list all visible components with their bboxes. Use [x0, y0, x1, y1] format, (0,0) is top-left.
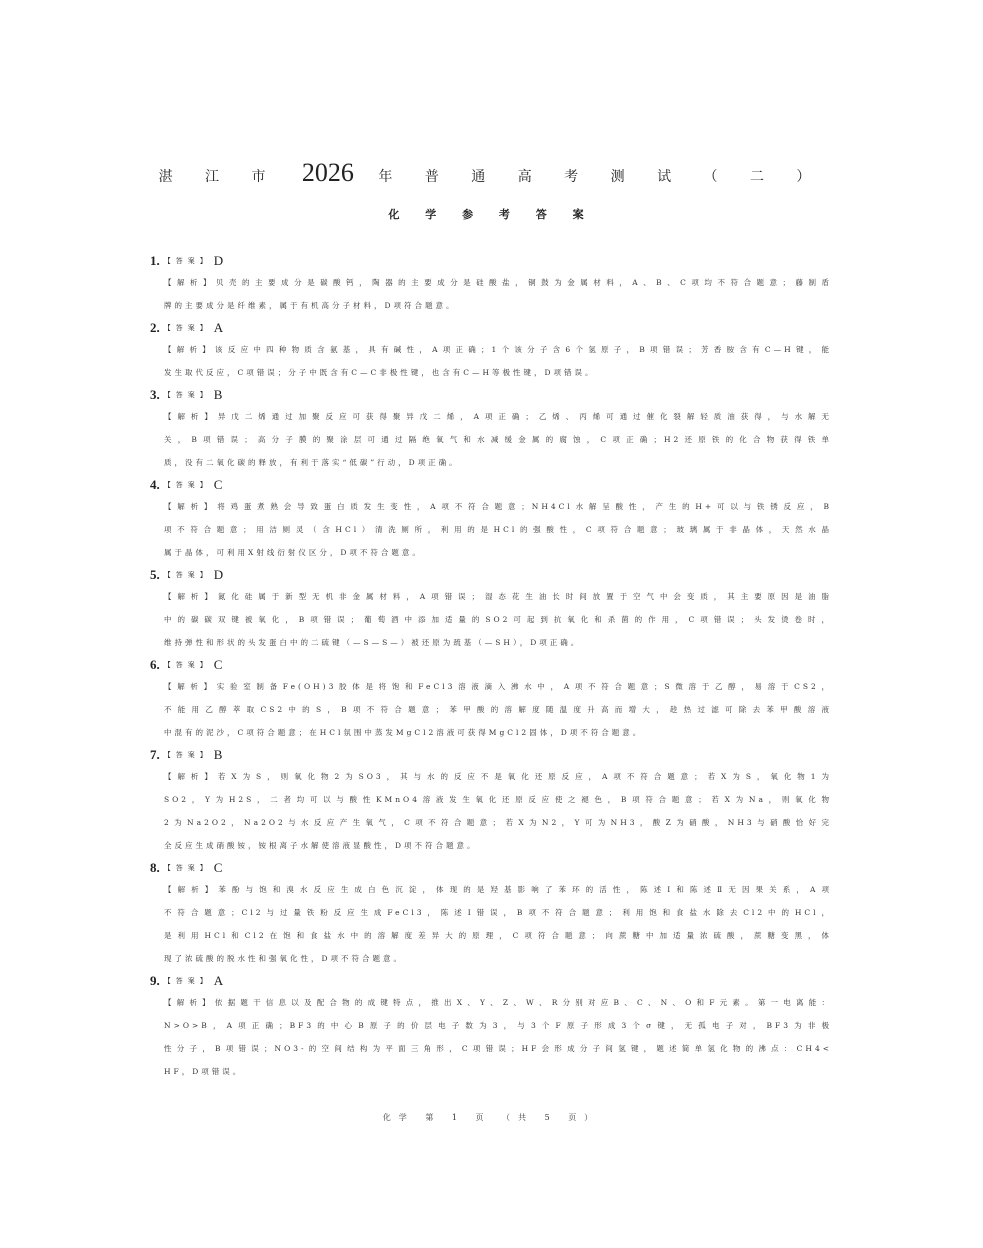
answer-tag: 【答案】 [163, 751, 212, 759]
answer-letter: C [213, 477, 223, 492]
question-block [150, 654, 832, 744]
explanation [150, 405, 832, 474]
explanation-line: 【解析】依据题干信息以及配合物的成键特点，推出X、Y、Z、W、R分别对应B、C、N、O和F元素。第一电离能： [164, 998, 832, 1007]
title-prefix: 湛 江 市 [158, 169, 280, 185]
page-title [0, 158, 983, 188]
answer-tag: 【答案】 [163, 391, 212, 399]
explanation-line: 2为Na2O2，Na2O2与水反应产生氧气，C项不符合题意；若X为N2，Y可为NH3，酸Z为硝酸，NH3与硝酸恰好完 [164, 818, 832, 827]
explanation-line: 【解析】该反应中四种物质含氨基，具有碱性，A项正确；1个该分子含6个氢原子，B项错误；芳香胺含有C—H键，能 [164, 345, 832, 354]
explanation-line: 不能用乙醇萃取CS2中的S，B项不符合题意；苯甲酸的溶解度随温度升高而增大，趁热过滤可除去苯甲酸溶液 [164, 705, 832, 714]
question-number: 5. [150, 567, 160, 582]
answer-letter: D [213, 567, 224, 582]
question-number: 2. [150, 320, 160, 335]
explanation-line: 中的碳碳双键被氧化，B项错误；葡萄酒中添加适量的SO2可起到抗氧化和杀菌的作用，C项错误；头发烫卷时， [164, 615, 832, 624]
explanation-line: 不符合题意；Cl2与过量铁粉反应生成FeCl3，陈述Ⅰ错误，B项不符合题意；利用饱和食盐水除去Cl2中的HCl， [164, 908, 832, 917]
explanation-line: 中混有的泥沙，C项符合题意；在HCl氛围中蒸发MgCl2溶液可获得MgCl2固体，D项不符合题意。 [164, 728, 644, 737]
answer-list [150, 250, 832, 1083]
question-block [150, 564, 832, 654]
explanation-line: HF，D项错误。 [164, 1067, 244, 1076]
answer-tag: 【答案】 [163, 661, 212, 669]
explanation [150, 495, 832, 564]
explanation-line: SO2，Y为H2S，二者均可以与酸性KMnO4溶液发生氧化还原反应使之褪色，B项符合题意；若X为Na，则氧化物 [164, 795, 832, 804]
explanation [150, 765, 832, 857]
answer-tag: 【答案】 [163, 481, 212, 489]
explanation-line: 【解析】实验室制备Fe(OH)3胶体是将饱和FeCl3溶液滴入沸水中，A项不符合题意；S微溶于乙醇，易溶于CS2， [164, 682, 832, 691]
explanation-line: 【解析】将鸡蛋煮熟会导致蛋白质发生变性，A项不符合题意；NH4Cl水解呈酸性，产生的H+可以与铁锈反应，B [164, 502, 832, 511]
question-block [150, 474, 832, 564]
question-number: 1. [150, 253, 160, 268]
question-block [150, 317, 832, 384]
answer-line [150, 384, 832, 405]
question-block [150, 384, 832, 474]
question-number: 8. [150, 860, 160, 875]
answer-line [150, 744, 832, 765]
explanation-line: 【解析】苯酚与饱和溴水反应生成白色沉淀，体现的是羟基影响了苯环的活性，陈述Ⅰ和陈述Ⅱ无因果关系，A项 [164, 885, 832, 894]
explanation-line: 【解析】贝壳的主要成分是碳酸钙，陶器的主要成分是硅酸盐，铜鼓为金属材料，A、B、C项均不符合题意；藤制盾 [164, 278, 832, 287]
explanation [150, 271, 832, 317]
question-number: 7. [150, 747, 160, 762]
answer-letter: A [213, 320, 224, 335]
answer-tag: 【答案】 [163, 864, 212, 872]
explanation-line: 性分子，B项错误；NO3-的空间结构为平面三角形，C项错误；HF会形成分子间氢键，题述简单氢化物的沸点：CH4< [164, 1044, 832, 1053]
answer-line [150, 474, 832, 495]
answer-line [150, 564, 832, 585]
question-number: 9. [150, 973, 160, 988]
question-number: 4. [150, 477, 160, 492]
page-footer: 化学 第 1 页 （共 5 页） [382, 1113, 601, 1122]
question-block [150, 857, 832, 970]
question-block [150, 744, 832, 857]
explanation-line: 属于晶体，可利用X射线衍射仪区分，D项不符合题意。 [164, 548, 423, 557]
answer-letter: C [213, 860, 223, 875]
explanation [150, 991, 832, 1083]
answer-letter: C [213, 657, 223, 672]
explanation [150, 675, 832, 744]
answer-letter: D [213, 253, 224, 268]
explanation-line: 是利用HCl和Cl2在饱和食盐水中的溶解度差异大的原理，C项符合题意；向蔗糖中加适量浓硫酸，蔗糖变黑，体 [164, 931, 832, 940]
explanation-line: 质，没有二氧化碳的释放，有利于落实“低碳”行动，D项正确。 [164, 458, 460, 467]
answer-line [150, 654, 832, 675]
explanation [150, 878, 832, 970]
question-block [150, 970, 832, 1083]
answer-tag: 【答案】 [163, 571, 212, 579]
answer-tag: 【答案】 [163, 324, 212, 332]
title-suffix: 年 普 通 高 考 测 试 （ 二 ） [378, 169, 825, 185]
explanation-line: 现了浓硫酸的脱水性和强氧化性，D项不符合题意。 [164, 954, 405, 963]
explanation-line: N>O>B，A项正确；BF3的中心B原子的价层电子数为3，与3个F原子形成3个σ键，无孤电子对，BF3为非极 [164, 1021, 832, 1030]
explanation-line: 【解析】氮化硅属于新型无机非金属材料，A项错误；湿态花生油长时间放置于空气中会变质，其主要原因是油脂 [164, 592, 832, 601]
answer-letter: A [213, 973, 224, 988]
page-subtitle: 化 学 参 考 答 案 [388, 208, 595, 221]
explanation-line: 【解析】异戊二烯通过加聚反应可获得聚异戊二烯，A项正确；乙烯、丙烯可通过催化裂解轻质油获得，与水解无 [164, 412, 832, 421]
answer-letter: B [213, 747, 223, 762]
answer-line [150, 857, 832, 878]
explanation-line: 【解析】若X为S，则氧化物2为SO3，其与水的反应不是氧化还原反应，A项不符合题意；若X为S，氧化物1为 [164, 772, 832, 781]
question-number: 3. [150, 387, 160, 402]
explanation [150, 585, 832, 654]
answer-tag: 【答案】 [163, 257, 212, 265]
answer-line [150, 970, 832, 991]
explanation-line: 牌的主要成分是纤维素，属于有机高分子材料，D项符合题意。 [164, 301, 457, 310]
answer-line [150, 250, 832, 271]
explanation-line: 维持弹性和形状的头发蛋白中的二硫键（—S—S—）被还原为巯基（—SH），D项正确。 [164, 638, 582, 647]
explanation-line: 项不符合题意；用洁厕灵（含HCl）清洗厕所，利用的是HCl的强酸性，C项符合题意；玻璃属于非晶体，天然水晶 [164, 525, 832, 534]
answer-letter: B [213, 387, 223, 402]
question-number: 6. [150, 657, 160, 672]
explanation [150, 338, 832, 384]
answer-tag: 【答案】 [163, 977, 212, 985]
explanation-line: 关，B项错误；高分子膜的聚涂层可通过隔绝氧气和水减缓金属的腐蚀，C项正确；H2还原铁的化合物获得铁单 [164, 435, 832, 444]
explanation-line: 全反应生成硝酸铵，铵根离子水解使溶液显酸性，D项不符合题意。 [164, 841, 478, 850]
question-block [150, 250, 832, 317]
explanation-line: 发生取代反应，C项错误；分子中既含有C—C非极性键，也含有C—H等极性键，D项错误。 [164, 368, 596, 377]
title-year: 2026 [301, 158, 354, 187]
answer-line [150, 317, 832, 338]
